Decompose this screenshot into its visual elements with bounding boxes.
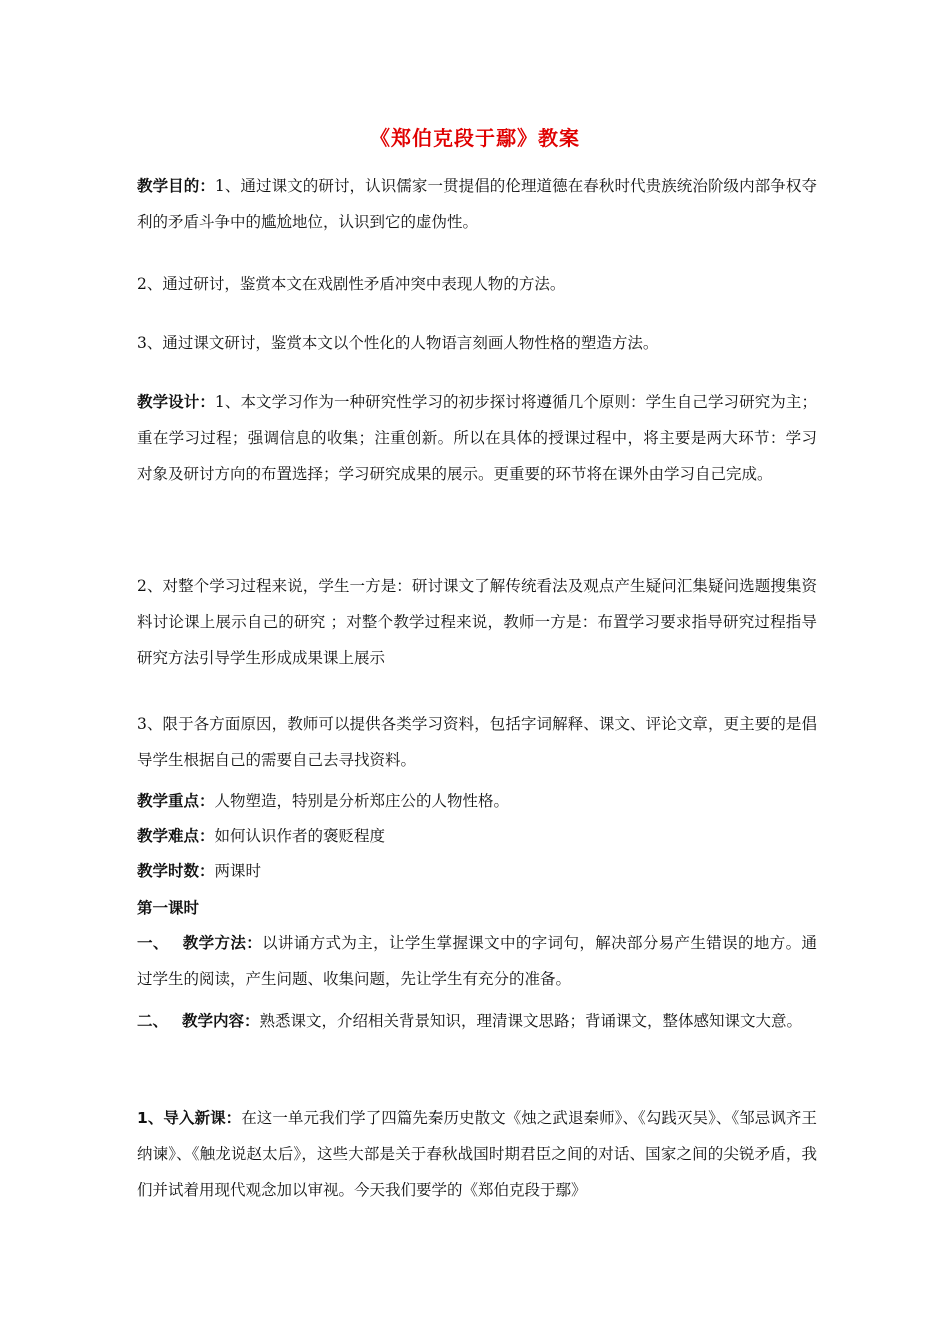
teaching-design-paragraph (137, 384, 817, 492)
teaching-method-number: 一、 (137, 934, 169, 952)
new-lesson-intro-label: 1、导入新课： (137, 1109, 242, 1127)
teaching-goal-paragraph (137, 168, 817, 240)
teaching-content-text: 熟悉课文，介绍相关背景知识，理清课文思路；背诵课文，整体感知课文大意。 (259, 1012, 803, 1030)
lesson-1-heading: 第一课时 (137, 899, 200, 917)
teaching-difficulty (137, 819, 817, 853)
teaching-design-1: 1、本文学习作为一种研究性学习的初步探讨将遵循几个原则：学生自己学习研究为主；重在学习过程；强调信息的收集；注重创新。所以在具体的授课过程中，将主要是两大环节：学习对象及研讨方向的布置选择；学习研究成果的展示。更重要的环节将在课外由学习自己完成。 (137, 393, 817, 483)
teaching-hours-label: 教学时数： (137, 862, 215, 880)
teaching-goal-1: 1、通过课文的研讨，认识儒家一贯提倡的伦理道德在春秋时代贵族统治阶级内部争权夺利的矛盾斗争中的尴尬地位，认识到它的虚伪性。 (137, 177, 817, 231)
teaching-focus (137, 784, 817, 818)
teaching-goal-label: 教学目的： (137, 177, 215, 195)
teaching-content-number: 二、 (137, 1012, 169, 1030)
teaching-hours-text: 两课时 (214, 862, 262, 880)
teaching-hours (137, 854, 817, 888)
teaching-method-label: 教学方法： (182, 934, 263, 952)
teaching-method (137, 925, 817, 997)
teaching-design-label: 教学设计： (137, 393, 215, 411)
new-lesson-intro (137, 1100, 817, 1208)
teaching-focus-text: 人物塑造，特别是分析郑庄公的人物性格。 (214, 792, 510, 810)
teaching-difficulty-text: 如何认识作者的褒贬程度 (214, 827, 386, 845)
teaching-design-3: 3、限于各方面原因，教师可以提供各类学习资料，包括字词解释、课文、评论文章，更主要的是倡导学生根据自己的需要自己去寻找资料。 (137, 715, 817, 769)
new-lesson-intro-text: 在这一单元我们学了四篇先秦历史散文《烛之武退秦师》、《勾践灭吴》、《邹忌讽齐王纳谏》、《触龙说赵太后》，这些大部是关于春秋战国时期君臣之间的对话、国家之间的尖锐矛盾，我们并试着用现代观念加以审视。今天我们要学的《郑伯克段于鄢》 (137, 1109, 817, 1199)
teaching-difficulty-label: 教学难点： (137, 827, 215, 845)
teaching-goal-2: 2、通过研讨，鉴赏本文在戏剧性矛盾冲突中表现人物的方法。 (137, 275, 566, 293)
teaching-focus-label: 教学重点： (137, 792, 215, 810)
teaching-content (137, 1003, 817, 1039)
teaching-method-text: 以讲诵方式为主，让学生掌握课文中的字词句，解决部分易产生错误的地方。通过学生的阅读，产生问题、收集问题，先让学生有充分的准备。 (137, 934, 817, 988)
teaching-goal-3: 3、通过课文研讨，鉴赏本文以个性化的人物语言刻画人物性格的塑造方法。 (137, 334, 659, 352)
teaching-design-2: 2、对整个学习过程来说，学生一方是：研讨课文了解传统看法及观点产生疑问汇集疑问选题搜集资料讨论课上展示自己的研究 ；对整个教学过程来说，教师一方是：布置学习要求指导研究过程指导研究方法引导学生形成成果课上展示 (137, 577, 817, 667)
doc-title: 《郑伯克段于鄢》教案 (370, 126, 580, 150)
teaching-content-label: 教学内容： (182, 1012, 260, 1030)
